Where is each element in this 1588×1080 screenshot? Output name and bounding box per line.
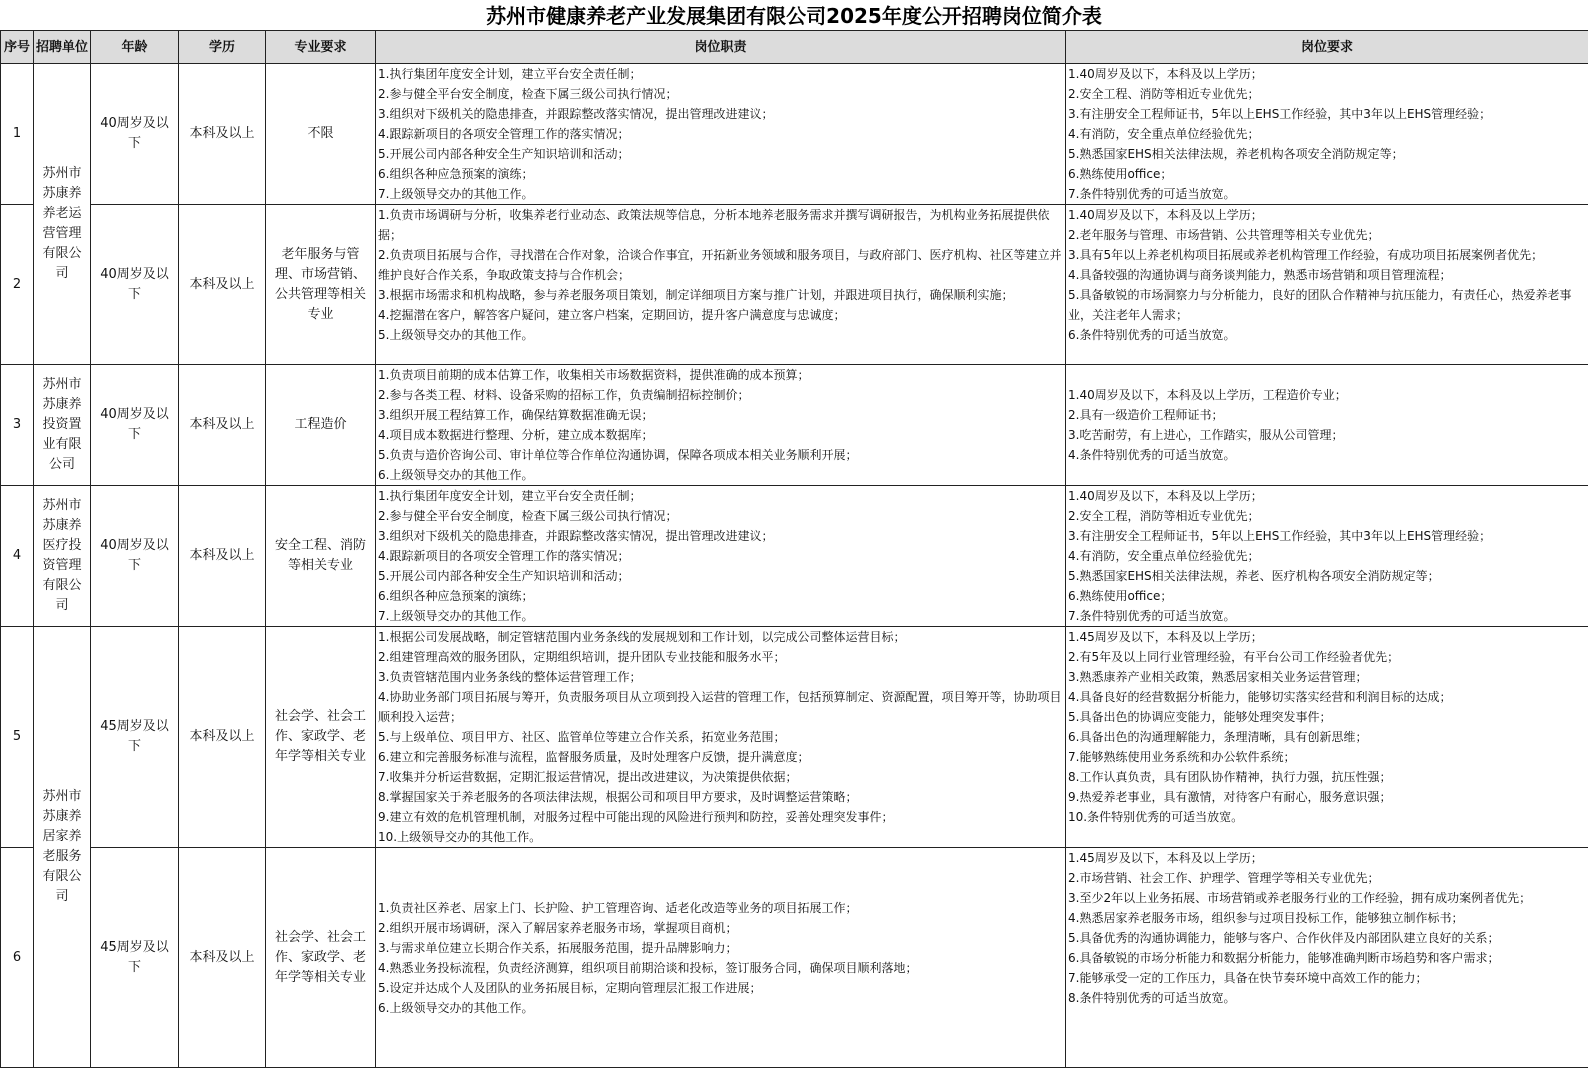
requirement-cell [1066,627,1588,848]
major-cell: 社会学、社会工作、家政学、老年学等相关专业 [266,848,376,1068]
requirement-cell [1066,205,1588,365]
duty-item: 6.建立和完善服务标准与流程，监督服务质量，及时处理客户反馈，提升满意度； [378,750,810,764]
requirement-item: 2.市场营销、社会工作、护理学、管理学等相关专业优先； [1068,871,1380,885]
duty-cell [376,365,1066,486]
requirement-item: 2.安全工程，消防等相近专业优先； [1068,509,1260,523]
requirement-item: 3.具有5年以上养老机构项目拓展或养老机构管理工作经验，有成功项目拓展案例者优先； [1068,248,1544,262]
requirement-item: 6.具备敏锐的市场分析能力和数据分析能力，能够准确判断市场趋势和客户需求； [1068,951,1500,965]
requirement-item: 1.45周岁及以下，本科及以上学历； [1068,851,1263,865]
duty-item: 1.负责项目前期的成本估算工作，收集相关市场数据资料，提供准确的成本预算； [378,368,810,382]
duty-item: 3.组织对下级机关的隐患排查，并跟踪整改落实情况，提出管理改进建议； [378,529,774,543]
duty-item: 3.组织对下级机关的隐患排查，并跟踪整改落实情况，提出管理改进建议； [378,107,774,121]
duty-item: 4.熟悉业务投标流程，负责经济测算，组织项目前期洽谈和投标，签订服务合同，确保项目顺利落地； [378,960,918,975]
seq-cell: 5 [1,627,34,848]
major-cell: 工程造价 [266,365,376,486]
duty-item: 6.组织各种应急预案的演练； [378,589,534,603]
requirement-item: 7.能够熟练使用业务系统和办公软件系统； [1068,750,1296,764]
header-major: 专业要求 [266,31,376,64]
duty-item: 5.设定并达成个人及团队的业务拓展目标，定期向管理层汇报工作进展； [378,980,762,995]
duty-item: 3.组织开展工程结算工作，确保结算数据准确无误； [378,408,654,422]
duty-item: 4.项目成本数据进行整理、分析，建立成本数据库； [378,428,654,442]
duty-item: 6.上级领导交办的其他工作。 [378,1000,534,1015]
duty-item: 6.组织各种应急预案的演练； [378,167,534,181]
requirement-item: 3.有注册安全工程师证书，5年以上EHS工作经验，其中3年以上EHS管理经验； [1068,107,1492,121]
age-cell: 45周岁及以下 [91,848,179,1068]
duty-item: 2.负责项目拓展与合作，寻找潜在合作对象，洽谈合作事宜，开拓新业务领域和服务项目，与政府部门、医疗机构、社区等建立并维护良好合作关系，争取政策支持与合作机会； [378,248,1062,282]
edu-cell: 本科及以上 [179,848,266,1068]
duty-item: 4.协助业务部门项目拓展与筹开，负责服务项目从立项到投入运营的管理工作，包括预算制定、资源配置，项目筹开等，协助项目顺利投入运营； [378,690,1062,724]
requirement-item: 9.热爱养老事业，具有激情，对待客户有耐心，服务意识强； [1068,790,1392,804]
seq-cell: 6 [1,848,34,1068]
major-cell: 老年服务与管理、市场营销、公共管理等相关专业 [266,205,376,365]
table-row [1,64,1588,205]
requirement-cell [1066,64,1588,205]
edu-cell: 本科及以上 [179,486,266,627]
duty-item: 5.与上级单位、项目甲方、社区、监管单位等建立合作关系，拓宽业务范围； [378,730,786,744]
requirement-cell [1066,486,1588,627]
table-row [1,486,1588,627]
requirement-item: 1.40周岁及以下，本科及以上学历； [1068,208,1263,222]
seq-cell: 1 [1,64,34,205]
duty-cell [376,848,1066,1068]
table-row [1,848,1588,1068]
duty-item: 4.跟踪新项目的各项安全管理工作的落实情况； [378,127,630,141]
requirement-item: 1.40周岁及以下，本科及以上学历； [1068,489,1263,503]
requirement-item: 5.熟悉国家EHS相关法律法规，养老、医疗机构各项安全消防规定等； [1068,569,1440,583]
age-cell: 40周岁及以下 [91,486,179,627]
duty-item: 3.负责管辖范围内业务条线的整体运营管理工作； [378,670,642,684]
edu-cell: 本科及以上 [179,205,266,365]
duty-item: 5.负责与造价咨询公司、审计单位等合作单位沟通协调，保障各项成本相关业务顺利开展； [378,448,858,462]
duty-item: 1.负责市场调研与分析，收集养老行业动态、政策法规等信息，分析本地养老服务需求并撰写调研报告，为机构业务拓展提供依据； [378,208,1050,242]
duty-item: 1.执行集团年度安全计划，建立平台安全责任制； [378,489,642,503]
duty-item: 10.上级领导交办的其他工作。 [378,830,542,844]
requirement-item: 2.安全工程、消防等相近专业优先； [1068,87,1260,101]
requirement-item: 4.有消防，安全重点单位经验优先； [1068,549,1260,563]
edu-cell: 本科及以上 [179,627,266,848]
requirement-item: 5.具备优秀的沟通协调能力，能够与客户、合作伙伴及内部团队建立良好的关系； [1068,931,1500,945]
requirement-item: 5.具备出色的协调应变能力，能够处理突发事件； [1068,710,1332,724]
header-seq: 序号 [1,31,34,64]
requirement-item: 7.能够承受一定的工作压力，具备在快节奏环境中高效工作的能力； [1068,971,1428,985]
duty-item: 2.组织开展市场调研，深入了解居家养老服务市场，掌握项目商机； [378,920,738,935]
unit-cell: 苏州市苏康养居家养老服务有限公司 [34,627,91,1068]
duty-item: 8.掌握国家关于养老服务的各项法律法规，根据公司和项目甲方要求，及时调整运营策略； [378,790,858,804]
duty-item: 5.开展公司内部各种安全生产知识培训和活动； [378,569,630,583]
page-title: 苏州市健康养老产业发展集团有限公司2025年度公开招聘岗位简介表 [486,4,1102,28]
header-row [1,31,1588,64]
requirement-item: 3.有注册安全工程师证书，5年以上EHS工作经验，其中3年以上EHS管理经验； [1068,529,1492,543]
duty-item: 1.负责社区养老、居家上门、长护险、护工管理咨询、适老化改造等业务的项目拓展工作； [378,900,858,915]
duty-cell [376,627,1066,848]
requirement-item: 4.具备较强的沟通协调与商务谈判能力，熟悉市场营销和项目管理流程； [1068,268,1452,282]
requirement-item: 1.40周岁及以下，本科及以上学历； [1068,67,1263,81]
duty-cell [376,486,1066,627]
header-edu: 学历 [179,31,266,64]
requirement-item: 2.具有一级造价工程师证书； [1068,408,1224,422]
requirement-item: 2.有5年及以上同行业管理经验，有平台公司工作经验者优先； [1068,650,1400,664]
seq-cell: 3 [1,365,34,486]
requirement-item: 6.具备出色的沟通理解能力，条理清晰，具有创新思维； [1068,730,1368,744]
unit-cell: 苏州市苏康养养老运营管理有限公司 [34,64,91,365]
requirement-item: 4.条件特别优秀的可适当放宽。 [1068,448,1236,462]
requirement-item: 3.吃苦耐劳，有上进心，工作踏实，服从公司管理； [1068,428,1344,442]
duty-item: 4.跟踪新项目的各项安全管理工作的落实情况； [378,549,630,563]
header-unit: 招聘单位 [34,31,91,64]
duty-item: 7.收集并分析运营数据，定期汇报运营情况，提出改进建议，为决策提供依据； [378,770,798,784]
requirement-item: 6.条件特别优秀的可适当放宽。 [1068,328,1236,342]
requirement-cell [1066,848,1588,1068]
requirement-item: 1.45周岁及以下，本科及以上学历； [1068,630,1263,644]
major-cell: 安全工程、消防等相关专业 [266,486,376,627]
header-duty: 岗位职责 [376,31,1066,64]
requirement-item: 1.40周岁及以下，本科及以上学历，工程造价专业； [1068,388,1347,402]
requirement-item: 3.至少2年以上业务拓展、市场营销或养老服务行业的工作经验，拥有成功案例者优先； [1068,891,1532,905]
edu-cell: 本科及以上 [179,64,266,205]
requirement-item: 5.熟悉国家EHS相关法律法规，养老机构各项安全消防规定等； [1068,147,1404,161]
requirement-item: 10.条件特别优秀的可适当放宽。 [1068,810,1244,824]
header-req: 岗位要求 [1066,31,1588,64]
age-cell: 45周岁及以下 [91,627,179,848]
major-cell: 不限 [266,64,376,205]
requirement-cell [1066,365,1588,486]
seq-cell: 4 [1,486,34,627]
duty-item: 9.建立有效的危机管理机制，对服务过程中可能出现的风险进行预判和防控，妥善处理突发事件； [378,810,894,824]
table-row [1,365,1588,486]
duty-item: 2.参与各类工程、材料、设备采购的招标工作，负责编制招标控制价； [378,388,750,402]
unit-cell: 苏州市苏康养医疗投资管理有限公司 [34,486,91,627]
duty-item: 1.根据公司发展战略，制定管辖范围内业务条线的发展规划和工作计划，以完成公司整体运营目标； [378,630,906,644]
requirement-item: 6.熟练使用office； [1068,167,1173,181]
recruitment-table [0,30,1588,1068]
duty-item: 2.组建管理高效的服务团队，定期组织培训，提升团队专业技能和服务水平； [378,650,786,664]
requirement-item: 4.具备良好的经营数据分析能力，能够切实落实经营和利润目标的达成； [1068,690,1452,704]
duty-item: 7.上级领导交办的其他工作。 [378,609,534,623]
age-cell: 40周岁及以下 [91,64,179,205]
age-cell: 40周岁及以下 [91,365,179,486]
requirement-item: 8.条件特别优秀的可适当放宽。 [1068,991,1236,1005]
requirement-item: 4.有消防，安全重点单位经验优先； [1068,127,1260,141]
duty-item: 1.执行集团年度安全计划，建立平台安全责任制； [378,67,642,81]
table-row [1,205,1588,365]
duty-item: 6.上级领导交办的其他工作。 [378,468,534,482]
requirement-item: 8.工作认真负责，具有团队协作精神，执行力强，抗压性强； [1068,770,1392,784]
table-row [1,627,1588,848]
requirement-item: 6.熟练使用office； [1068,589,1173,603]
duty-item: 3.与需求单位建立长期合作关系，拓展服务范围，提升品牌影响力； [378,940,738,955]
unit-cell: 苏州市苏康养投资置业有限公司 [34,365,91,486]
duty-cell [376,205,1066,365]
age-cell: 40周岁及以下 [91,205,179,365]
duty-cell [376,64,1066,205]
header-age: 年龄 [91,31,179,64]
requirement-item: 2.老年服务与管理、市场营销、公共管理等相关专业优先； [1068,228,1380,242]
duty-item: 3.根据市场需求和机构战略，参与养老服务项目策划，制定详细项目方案与推广计划，并跟进项目执行，确保顺利实施； [378,288,1014,302]
requirement-item: 5.具备敏锐的市场洞察力与分析能力，良好的团队合作精神与抗压能力，有责任心，热爱养老事业，关注老年人需求； [1068,288,1572,322]
duty-item: 2.参与健全平台安全制度，检查下属三级公司执行情况； [378,509,678,523]
duty-item: 5.开展公司内部各种安全生产知识培训和活动； [378,147,630,161]
requirement-item: 4.熟悉居家养老服务市场，组织参与过项目投标工作，能够独立制作标书； [1068,911,1464,925]
duty-item: 7.上级领导交办的其他工作。 [378,187,534,201]
requirement-item: 7.条件特别优秀的可适当放宽。 [1068,609,1236,623]
duty-item: 2.参与健全平台安全制度，检查下属三级公司执行情况； [378,87,678,101]
major-cell: 社会学、社会工作、家政学、老年学等相关专业 [266,627,376,848]
requirement-item: 7.条件特别优秀的可适当放宽。 [1068,187,1236,201]
duty-item: 4.挖掘潜在客户，解答客户疑问，建立客户档案，定期回访，提升客户满意度与忠诚度； [378,308,846,322]
requirement-item: 3.熟悉康养产业相关政策，熟悉居家相关业务运营管理； [1068,670,1368,684]
duty-item: 5.上级领导交办的其他工作。 [378,328,534,342]
edu-cell: 本科及以上 [179,365,266,486]
seq-cell: 2 [1,205,34,365]
